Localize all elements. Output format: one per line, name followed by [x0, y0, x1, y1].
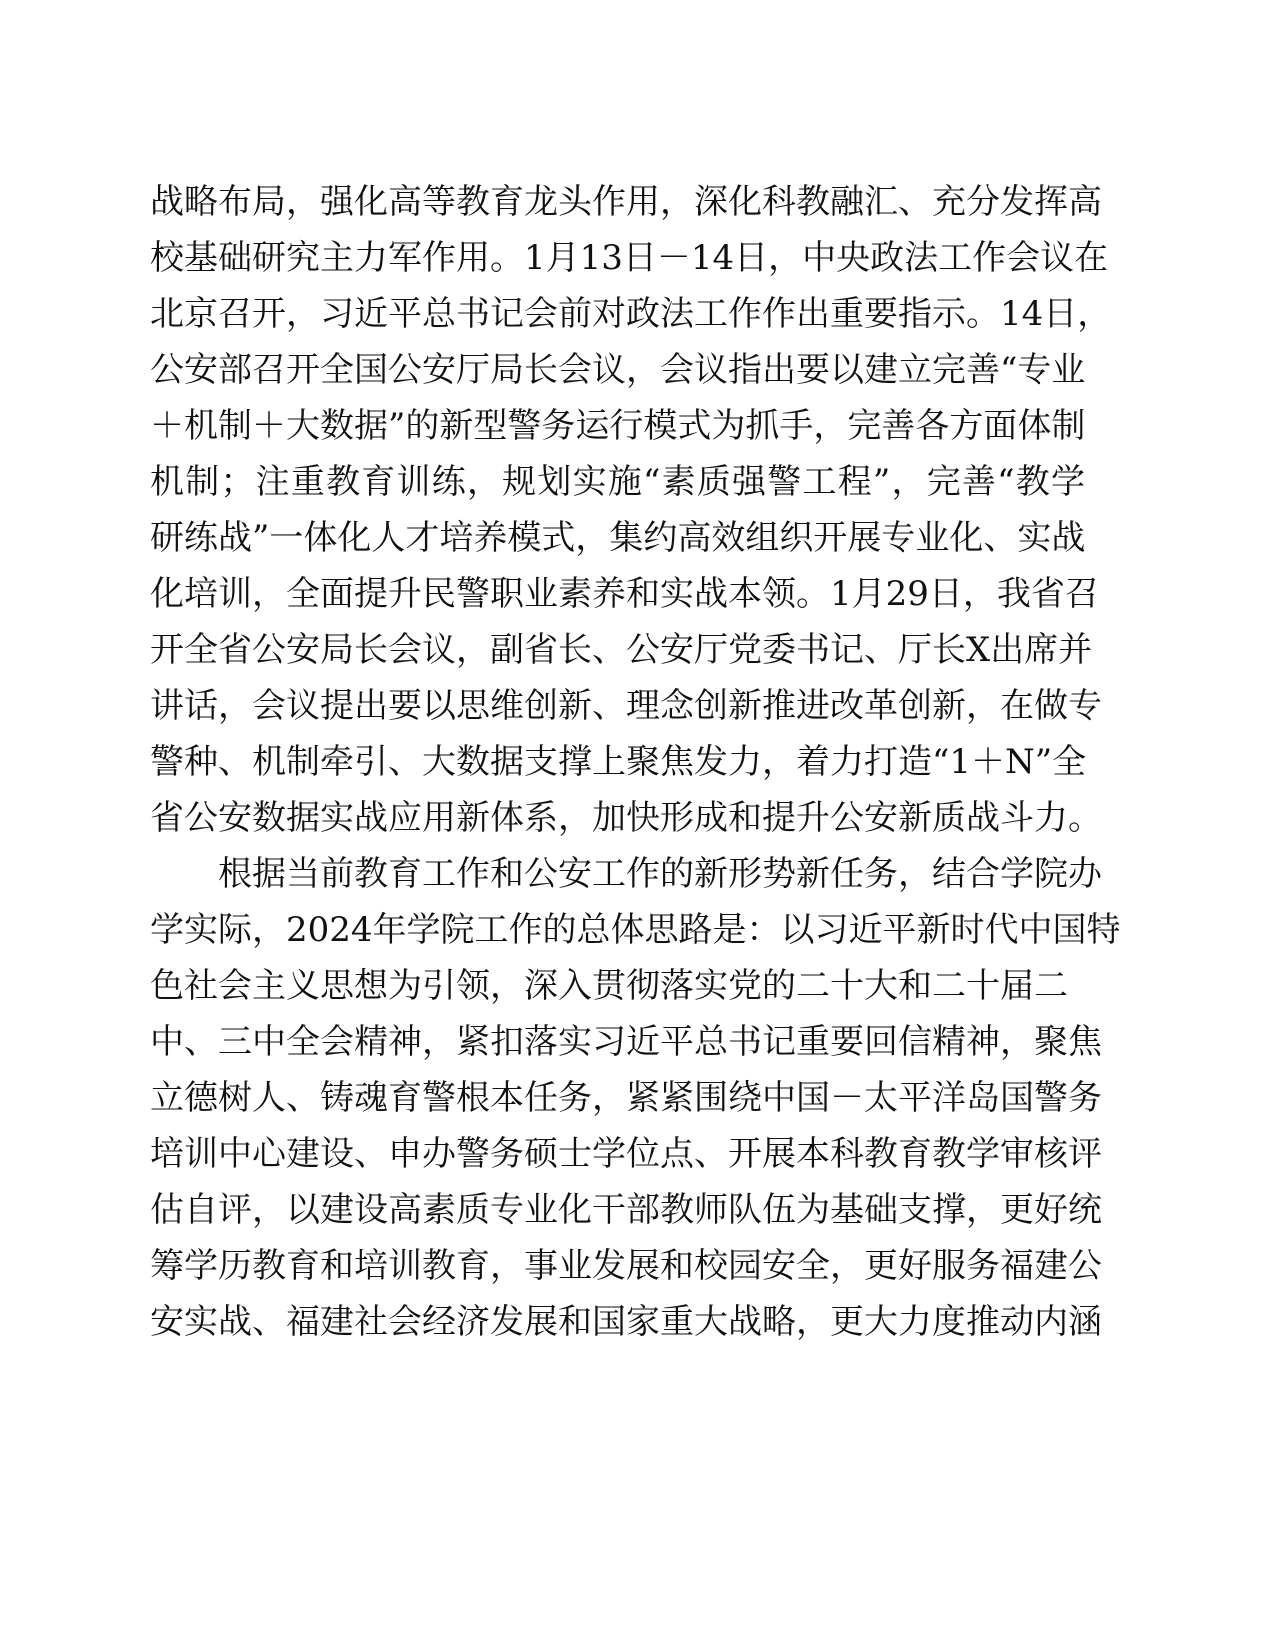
- paragraph-2-line-1: 根据当前教育工作和公安工作的新形势新任务，结合学院办: [218, 854, 1102, 894]
- paragraph-2-line-7: 估自评，以建设高素质专业化干部教师队伍为基础支撑，更好统: [150, 1190, 1102, 1230]
- paragraph-1-line-1: 战略布局，强化高等教育龙头作用，深化科教融汇、充分发挥高: [150, 182, 1102, 222]
- paragraph-1-line-4: 公安部召开全国公安厅局长会议，会议指出要以建立完善“专业: [150, 350, 1086, 390]
- paragraph-1-line-3: 北京召开，习近平总书记会前对政法工作作出重要指示。14日，: [150, 294, 1112, 334]
- paragraph-1-line-9: 开全省公安局长会议，副省长、公安厅党委书记、厅长X出席并: [150, 630, 1093, 670]
- paragraph-2-line-4: 中、三中全会精神，紧扣落实习近平总书记重要回信精神，聚焦: [150, 1022, 1102, 1062]
- paragraph-2-line-2: 学实际，2024年学院工作的总体思路是：以习近平新时代中国特: [150, 910, 1121, 950]
- paragraph-2-line-8: 筹学历教育和培训教育，事业发展和校园安全，更好服务福建公: [150, 1246, 1102, 1286]
- paragraph-2-line-9: 安实战、福建社会经济发展和国家重大战略，更大力度推动内涵: [150, 1302, 1102, 1342]
- paragraph-2-line-3: 色社会主义思想为引领，深入贯彻落实党的二十大和二十届二: [150, 966, 1068, 1006]
- paragraph-1-line-8: 化培训，全面提升民警职业素养和实战本领。1月29日，我省召: [150, 574, 1099, 614]
- paragraph-1-line-6: 机制；注重教育训练，规划实施“素质强警工程”，完善“教学: [150, 462, 1085, 502]
- paragraph-1-line-7: 研练战”一体化人才培养模式，集约高效组织开展专业化、实战: [150, 518, 1086, 558]
- paragraph-2-line-5: 立德树人、铸魂育警根本任务，紧紧围绕中国－太平洋岛国警务: [150, 1078, 1102, 1118]
- paragraph-1-line-2: 校基础研究主力军作用。1月13日－14日，中央政法工作会议在: [150, 238, 1109, 278]
- paragraph-2-line-6: 培训中心建设、申办警务硕士学位点、开展本科教育教学审核评: [150, 1134, 1102, 1174]
- paragraph-1-line-11: 警种、机制牵引、大数据支撑上聚焦发力，着力打造“1＋N”全: [150, 742, 1087, 782]
- paragraph-1-line-12: 省公安数据实战应用新体系，加快形成和提升公安新质战斗力。: [150, 798, 1102, 838]
- paragraph-1-line-10: 讲话，会议提出要以思维创新、理念创新推进改革创新，在做专: [150, 686, 1102, 726]
- paragraph-1-line-5: ＋机制＋大数据”的新型警务运行模式为抓手，完善各方面体制: [150, 406, 1086, 446]
